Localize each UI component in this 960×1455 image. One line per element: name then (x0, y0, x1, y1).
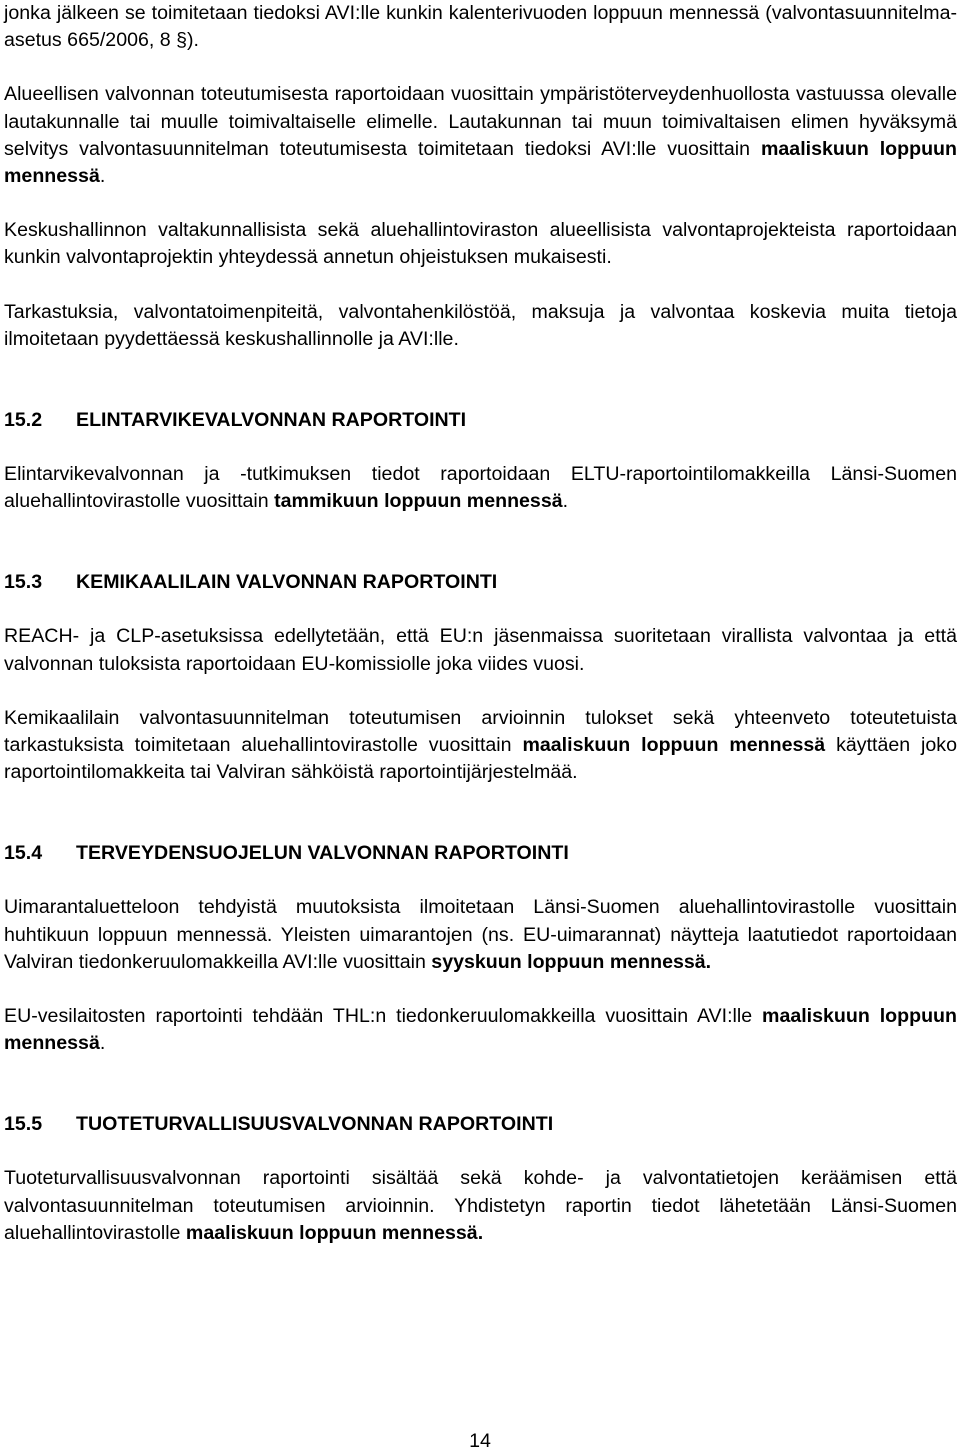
deadline-text: maaliskuun loppuun mennessä (4, 137, 957, 188)
paragraph-chemicals-reporting (4, 705, 957, 787)
section-title: ELINTARVIKEVALVONNAN RAPORTOINTI (76, 409, 467, 432)
section-number: 15.3 (4, 571, 43, 594)
paragraph-waterworks (4, 1003, 957, 1057)
section-number: 15.2 (4, 409, 43, 432)
paragraph-text: Tuoteturvallisuusvalvonnan raportointi sisältää sekä kohde- ja valvontatietojen keräämisen että valvontasuunnitelman toteutumisen arvioinnin. Yhdistetyn raportin tiedot lähetetään Länsi-Suomen aluehallintovirastolle (4, 1167, 957, 1244)
section-heading-15-4 (4, 840, 957, 867)
paragraph-text: EU-vesilaitosten raportointi tehdään THL:n tiedonkeruulomakkeilla vuosittain AVI:lle (4, 1005, 763, 1028)
paragraph-product-safety (4, 1165, 957, 1247)
paragraph-text: . (562, 490, 569, 513)
section-heading-15-3 (4, 569, 957, 596)
section-heading-15-5 (4, 1111, 957, 1138)
paragraph-text: Kemikaalilain valvontasuunnitelman toteutumisen arvioinnin tulokset sekä yhteenveto toteutetuista tarkastuksista toimitetaan aluehallintovirastolle vuosittain (4, 706, 957, 757)
paragraph-text: Tarkastuksia, valvontatoimenpiteitä, valvontahenkilöstöä, maksuja ja valvontaa koskevia muita tietoja ilmoitetaan pyydettäessä keskushallinnolle ja AVI:lle. (4, 300, 957, 350)
paragraph-text: . (99, 165, 106, 188)
paragraph-projects (4, 217, 957, 271)
paragraph-text: jonka jälkeen se toimitetaan tiedoksi AVI:lle kunkin kalenterivuoden loppuun mennessä (valvontasuunnitelma-asetus 665/2006, 8 §). (4, 2, 957, 52)
paragraph-text: Elintarvikevalvonnan ja -tutkimuksen tiedot raportoidaan ELTU-raportointilomakkeilla Länsi-Suomen aluehallintovirastolle vuosittain (4, 463, 957, 513)
paragraph-text: REACH- ja CLP-asetuksissa edellytetään, että EU:n jäsenmaissa suoritetaan virallista valvontaa ja että valvonnan tuloksista raportoidaan EU-komissiolle joka viides vuosi. (4, 625, 957, 675)
deadline-text: maaliskuun loppuun mennessä. (185, 1221, 484, 1244)
paragraph-text: Uimarantaluetteloon tehdyistä muutoksista ilmoitetaan Länsi-Suomen aluehallintovirastolle vuosittain huhtikuun loppuun mennessä. Yleisten uimarantojen (ns. EU-uimarannat) näytteja laatutiedot raportoidaan Valviran tiedonkeruulomakkeilla AVI:lle vuosittain (4, 896, 957, 973)
page-number: 14 (469, 1430, 491, 1452)
paragraph-text: Keskushallinnon valtakunnallisista sekä aluehallintoviraston alueellisista valvontaprojekteista raportoidaan kunkin valvontaprojektin yhteydessä annetun ohjeistuksen mukaisesti. (4, 219, 957, 269)
paragraph-inspections (4, 299, 957, 353)
document-page (4, 0, 957, 1247)
paragraph-text: käyttäen joko raportointilomakkeita tai Valviran sähköistä raportointijärjestelmää. (4, 734, 958, 784)
paragraph-text: Alueellisen valvonnan toteutumisesta raportoidaan vuosittain ympäristöterveydenhuollosta vastuussa olevalle lautakunnalle tai muulle toimivaltaiselle elimelle. Lautakunnan tai muun toimivaltaisen elimen hyväksymä selvitys valvontasuunnitelman toteutumisesta toimitetaan tiedoksi AVI:lle vuosittain (4, 83, 957, 160)
deadline-text: maaliskuun loppuun mennessä (522, 734, 826, 757)
section-heading-15-2 (4, 407, 957, 434)
deadline-text: tammikuun loppuun mennessä (274, 490, 563, 513)
paragraph-text: . (99, 1032, 106, 1055)
deadline-text: syyskuun loppuun mennessä. (431, 950, 712, 973)
paragraph-food-control (4, 461, 957, 515)
section-title: KEMIKAALILAIN VALVONNAN RAPORTOINTI (76, 571, 498, 594)
section-number: 15.4 (4, 842, 43, 865)
paragraph-beaches (4, 894, 957, 976)
section-title: TERVEYDENSUOJELUN VALVONNAN RAPORTOINTI (76, 842, 569, 865)
deadline-text: maaliskuun loppuun mennessä (4, 1005, 957, 1055)
paragraph-reach-clp (4, 623, 957, 677)
paragraph-intro (4, 0, 957, 54)
section-title: TUOTETURVALLISUUSVALVONNAN RAPORTOINTI (76, 1113, 554, 1136)
section-number: 15.5 (4, 1113, 43, 1136)
paragraph-regional-reporting (4, 81, 957, 190)
